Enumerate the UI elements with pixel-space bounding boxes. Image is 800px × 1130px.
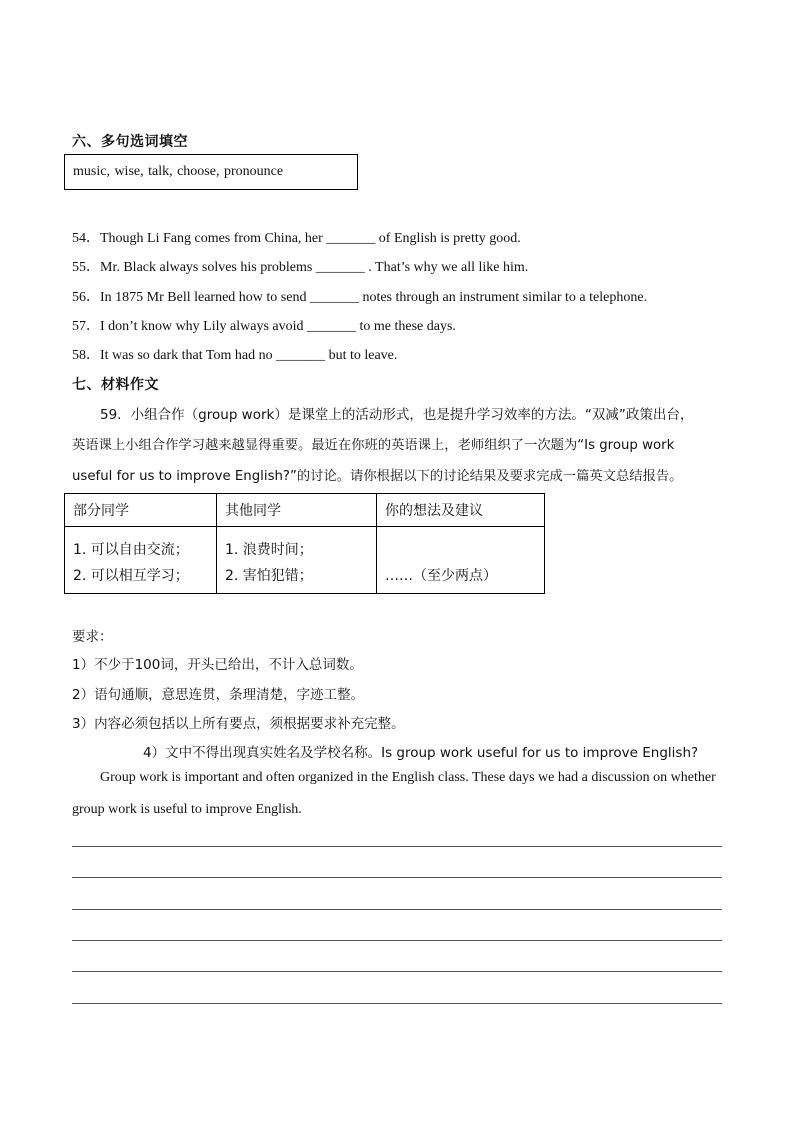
table-header-other-students: 其他同学 [217, 494, 377, 527]
writing-line[interactable] [72, 1003, 722, 1004]
opening-line-2: group work is useful to improve English. [72, 802, 302, 817]
requirement-3: 3）内容必须包括以上所有要点，须根据要求补充完整。 [72, 716, 405, 732]
table-header-your-ideas: 你的想法及建议 [377, 494, 545, 527]
discussion-table [64, 493, 545, 594]
table-item: 2. 可以相互学习； [73, 568, 189, 584]
prompt-line-1: 59．小组合作（group work）是课堂上的活动形式，也是提升学习效率的方法。“双减”政策出台， [100, 407, 694, 423]
word-bank-box: music, wise, talk, choose, pronounce [64, 154, 358, 190]
prompt-line-3: useful for us to improve English?”的讨论。请你根据以下的讨论结果及要求完成一篇英文总结报告。 [72, 469, 683, 484]
table-header-some-students: 部分同学 [65, 494, 217, 527]
section-six-heading: 六、多句选词填空 [72, 134, 188, 150]
requirement-1: 1）不少于100词，开头已给出，不计入总词数。 [72, 657, 363, 673]
question-57: 57．I don’t know why Lily always avoid _______ to me these days. [72, 319, 456, 334]
opening-line-1: Group work is important and often organized in the English class. These days we had a discussion on whether [100, 770, 716, 785]
table-cell-some-students [65, 527, 217, 594]
table-item: 2. 害怕犯错； [225, 568, 313, 584]
question-56: 56．In 1875 Mr Bell learned how to send _______ notes through an instrument similar to a telephone. [72, 290, 648, 305]
writing-line[interactable] [72, 909, 722, 910]
question-55: 55．Mr. Black always solves his problems _______ . That’s why we all like him. [72, 260, 529, 275]
table-item: 1. 可以自由交流； [73, 542, 189, 558]
question-58: 58．It was so dark that Tom had no _______ but to leave. [72, 348, 398, 363]
writing-line[interactable] [72, 971, 722, 972]
table-item: ……（至少两点） [385, 568, 497, 584]
writing-line[interactable] [72, 846, 722, 847]
writing-line[interactable] [72, 940, 722, 941]
question-54: 54．Though Li Fang comes from China, her _______ of English is pretty good. [72, 231, 521, 246]
table-cell-other-students [217, 527, 377, 594]
requirement-4: 4）文中不得出现真实姓名及学校名称。Is group work useful for us to improve English? [143, 745, 699, 761]
table-item: 1. 浪费时间； [225, 542, 313, 558]
section-seven-heading: 七、材料作文 [72, 377, 159, 393]
table-cell-your-ideas [377, 527, 545, 594]
requirement-2: 2）语句通顺，意思连贯，条理清楚，字迹工整。 [72, 687, 365, 703]
prompt-line-2: 英语课上小组合作学习越来越显得重要。最近在你班的英语课上，老师组织了一次题为“Is group work [72, 438, 675, 453]
requirements-title: 要求： [72, 629, 113, 645]
writing-line[interactable] [72, 877, 722, 878]
